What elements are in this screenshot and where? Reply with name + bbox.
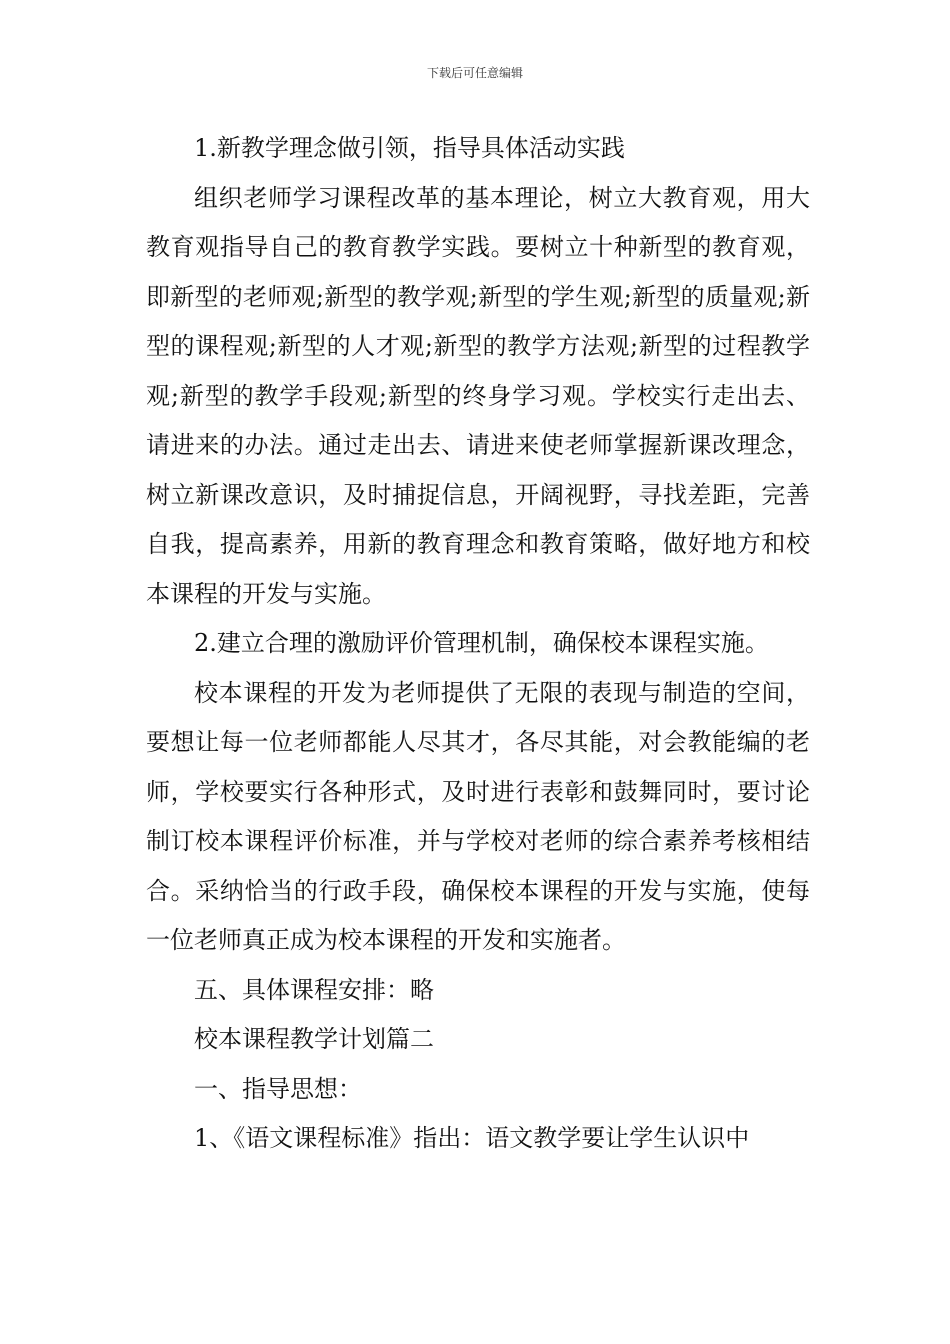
paragraph-section-five: 五、具体课程安排：略: [194, 975, 434, 1004]
paragraph-teacher-training: 组织老师学习课程改革的基本理论，树立大教育观，用大教育观指导自己的教育教学实践。要树立十种新型的教育观，即新型的老师观;新型的教学观;新型的学生观;新型的质量观;新型的课程观;新型的人才观;新型的教学方法观;新型的过程教学观;新型的教学手段观;新型的终身学习观。学校实行走出去、请进来的办法。通过走出去、请进来使老师掌握新课改理念，树立新课改意识，及时捕捉信息，开阔视野，寻找差距，完善自我，提高素养，用新的教育理念和教育策略，做好地方和校本课程的开发与实施。: [146, 183, 810, 608]
paragraph-evaluation-mechanism: 校本课程的开发为老师提供了无限的表现与制造的空间，要想让每一位老师都能人尽其才，各尽其能，对会教能编的老师，学校要实行各种形式，及时进行表彰和鼓舞同时，要讨论制订校本课程评价标准，并与学校对老师的综合素养考核相结合。采纳恰当的行政手段，确保校本课程的开发与实施，使每一位老师真正成为校本课程的开发和实施者。: [146, 678, 810, 954]
paragraph-curriculum-standard: 1、《语文课程标准》指出：语文教学要让学生认识中: [194, 1124, 750, 1152]
document-body: [146, 124, 810, 1164]
page-header-note: 下载后可任意编辑: [426, 66, 523, 80]
paragraph-heading-2: 2.建立合理的激励评价管理机制，确保校本课程实施。: [194, 629, 769, 657]
paragraph-plan-title-2: 校本课程教学计划篇二: [194, 1025, 434, 1053]
paragraph-guiding-thought: 一、指导思想：: [194, 1074, 362, 1103]
paragraph-heading-1: 1.新教学理念做引领，指导具体活动实践: [194, 134, 625, 162]
